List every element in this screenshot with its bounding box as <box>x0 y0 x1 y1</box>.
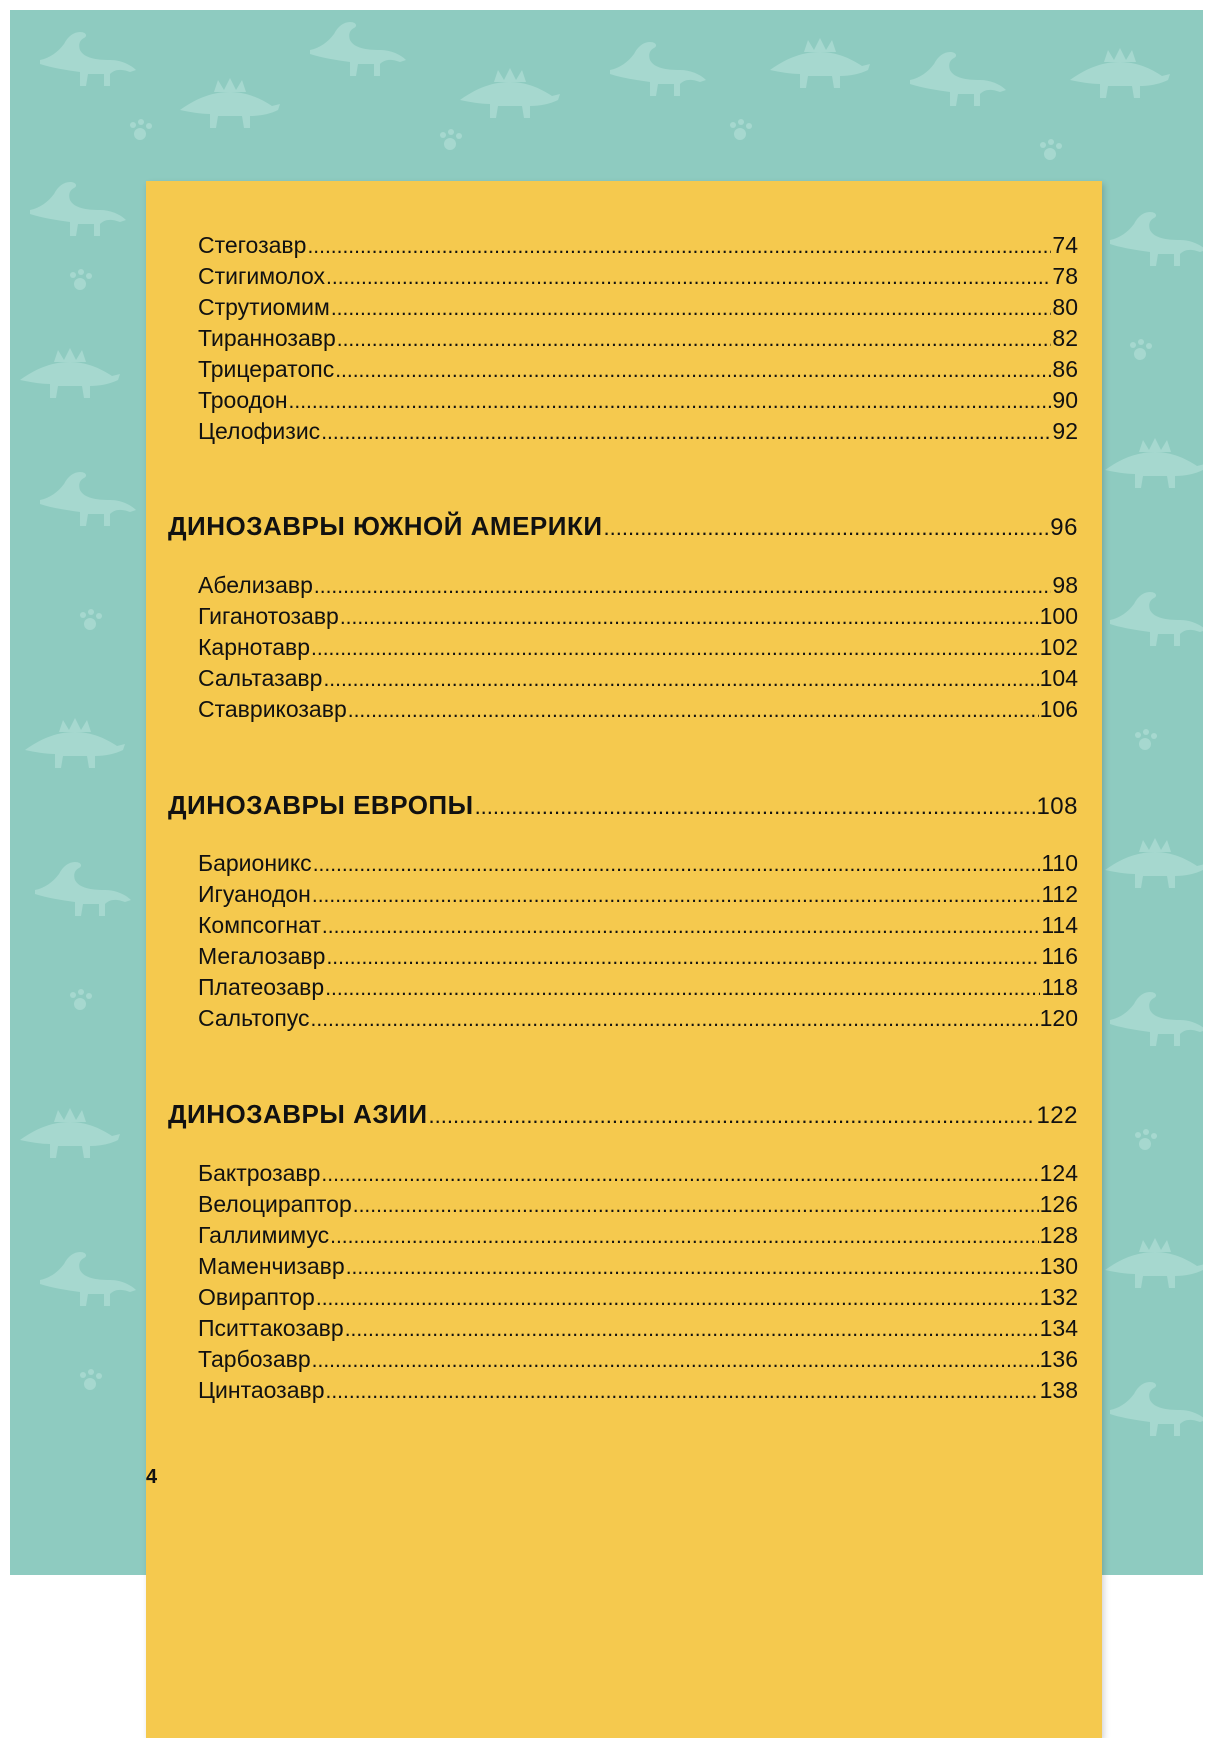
toc-entry-title: Маменчизавр <box>198 1253 345 1279</box>
toc-entry-page: 130 <box>1039 1253 1078 1279</box>
dot-leader <box>321 417 1051 448</box>
dot-leader <box>322 911 1040 942</box>
dot-leader <box>326 262 1051 293</box>
toc-entry-page: 106 <box>1039 696 1078 722</box>
toc-entry-title: Компсогнат <box>198 912 321 938</box>
toc-entry[interactable] <box>146 1158 1102 1189</box>
dot-leader <box>331 293 1052 324</box>
section-heading-page: 108 <box>1036 793 1078 820</box>
dot-leader <box>311 633 1039 664</box>
toc-entry[interactable] <box>146 1375 1102 1406</box>
toc-entry[interactable] <box>146 972 1102 1003</box>
dot-leader <box>313 849 1041 880</box>
dot-leader <box>312 880 1040 911</box>
dot-leader <box>312 1345 1039 1376</box>
toc-entry[interactable] <box>146 910 1102 941</box>
toc-entry-page: 104 <box>1039 665 1078 691</box>
toc-entry-page: 134 <box>1039 1315 1078 1341</box>
dot-leader <box>346 1252 1039 1283</box>
toc-entry-page: 118 <box>1041 974 1078 1000</box>
toc-entry[interactable] <box>146 663 1102 694</box>
section-heading[interactable] <box>146 787 1102 823</box>
toc-entry[interactable] <box>146 416 1102 447</box>
dot-leader <box>289 386 1052 417</box>
dot-leader <box>604 510 1050 546</box>
toc-entry-page: 100 <box>1039 603 1078 629</box>
dot-leader <box>314 571 1052 602</box>
dot-leader <box>330 1221 1039 1252</box>
toc-entry[interactable] <box>146 261 1102 292</box>
toc-entry-page: 110 <box>1041 850 1078 876</box>
toc-entry-title: Игуанодон <box>198 881 311 907</box>
toc-entry-title: Абелизавр <box>198 572 313 598</box>
toc-entry[interactable] <box>146 323 1102 354</box>
toc-entry-title: Тираннозавр <box>198 325 336 351</box>
section-heading-title: ДИНОЗАВРЫ ЮЖНОЙ АМЕРИКИ <box>168 511 603 541</box>
toc-entry-title: Карнотавр <box>198 634 311 660</box>
toc-entry-page: 136 <box>1039 1346 1078 1372</box>
dot-leader <box>323 664 1038 695</box>
dot-leader <box>325 973 1040 1004</box>
toc-entry[interactable] <box>146 848 1102 879</box>
toc-entry[interactable] <box>146 1344 1102 1375</box>
dot-leader <box>340 602 1039 633</box>
dot-leader <box>326 942 1040 973</box>
toc-entry-page: 116 <box>1041 943 1078 969</box>
toc-entry-title: Гиганотозавр <box>198 603 339 629</box>
section-heading-title: ДИНОЗАВРЫ ЕВРОПЫ <box>168 790 474 820</box>
toc-entry[interactable] <box>146 570 1102 601</box>
toc-entry-title: Сальтопус <box>198 1005 310 1031</box>
toc-entry[interactable] <box>146 292 1102 323</box>
toc-entry-title: Стегозавр <box>198 232 307 258</box>
toc-entry[interactable] <box>146 1313 1102 1344</box>
section-heading-title: ДИНОЗАВРЫ АЗИИ <box>168 1099 428 1129</box>
toc-entry-title: Мегалозавр <box>198 943 326 969</box>
section-heading-page: 96 <box>1050 514 1078 541</box>
toc-entry-title: Троодон <box>198 387 288 413</box>
dot-leader <box>337 324 1052 355</box>
dot-leader <box>321 1159 1038 1190</box>
dot-leader <box>353 1190 1039 1221</box>
toc-entry-page: 98 <box>1052 572 1078 598</box>
toc-entry-page: 138 <box>1039 1377 1078 1403</box>
dot-leader <box>429 1098 1036 1134</box>
toc-entry-page: 78 <box>1052 263 1078 289</box>
toc-entry[interactable] <box>146 632 1102 663</box>
toc-entry-title: Бактрозавр <box>198 1160 321 1186</box>
toc-entry-title: Стигимолох <box>198 263 326 289</box>
toc-entry-page: 80 <box>1052 294 1078 320</box>
dot-leader <box>345 1314 1039 1345</box>
toc-entry[interactable] <box>146 1003 1102 1034</box>
toc-entry[interactable] <box>146 1282 1102 1313</box>
page-number: 4 <box>146 1466 158 1488</box>
section-heading-page: 122 <box>1036 1102 1078 1129</box>
toc-entry-title: Трицератопс <box>198 356 335 382</box>
toc-entry-page: 114 <box>1041 912 1078 938</box>
toc-entry-title: Тарбозавр <box>198 1346 311 1372</box>
dot-leader <box>475 789 1036 825</box>
toc-entry[interactable] <box>146 385 1102 416</box>
toc-entry-title: Струтиомим <box>198 294 330 320</box>
toc-entry-page: 120 <box>1039 1005 1078 1031</box>
toc-entry-title: Овираптор <box>198 1284 315 1310</box>
toc-entry-page: 86 <box>1052 356 1078 382</box>
toc-entry-page: 74 <box>1052 232 1078 258</box>
section-heading[interactable] <box>146 508 1102 544</box>
toc-entry-page: 124 <box>1039 1160 1078 1186</box>
toc-entry[interactable] <box>146 1220 1102 1251</box>
toc-entry[interactable] <box>146 879 1102 910</box>
dot-leader <box>335 355 1051 386</box>
toc-entry[interactable] <box>146 694 1102 725</box>
toc-entry[interactable] <box>146 230 1102 261</box>
toc-entry-page: 92 <box>1052 418 1078 444</box>
table-of-contents-panel <box>146 181 1102 1738</box>
toc-entry-title: Пситтакозавр <box>198 1315 344 1341</box>
toc-entry-title: Велоцираптор <box>198 1191 352 1217</box>
toc-entry[interactable] <box>146 1189 1102 1220</box>
toc-entry-title: Целофизис <box>198 418 321 444</box>
toc-entry[interactable] <box>146 601 1102 632</box>
toc-entry-page: 102 <box>1039 634 1078 660</box>
toc-entry[interactable] <box>146 354 1102 385</box>
toc-entry-title: Ставрикозавр <box>198 696 347 722</box>
toc-entry-page: 128 <box>1039 1222 1078 1248</box>
toc-entry-page: 126 <box>1039 1191 1078 1217</box>
dot-leader <box>326 1376 1039 1407</box>
toc-entry-title: Барионикс <box>198 850 312 876</box>
toc-entry[interactable] <box>146 941 1102 972</box>
toc-entry-page: 90 <box>1052 387 1078 413</box>
dot-leader <box>307 231 1051 262</box>
toc-entry-title: Цинтаозавр <box>198 1377 325 1403</box>
section-heading[interactable] <box>146 1096 1102 1132</box>
toc-entry-title: Сальтазавр <box>198 665 323 691</box>
toc-entry[interactable] <box>146 1251 1102 1282</box>
dot-leader <box>311 1004 1039 1035</box>
dot-leader <box>348 695 1039 726</box>
toc-entry-page: 132 <box>1039 1284 1078 1310</box>
toc-entry-title: Галлимимус <box>198 1222 330 1248</box>
toc-entry-title: Платеозавр <box>198 974 325 1000</box>
toc-entry-page: 82 <box>1052 325 1078 351</box>
dot-leader <box>316 1283 1039 1314</box>
toc-entry-page: 112 <box>1041 881 1078 907</box>
